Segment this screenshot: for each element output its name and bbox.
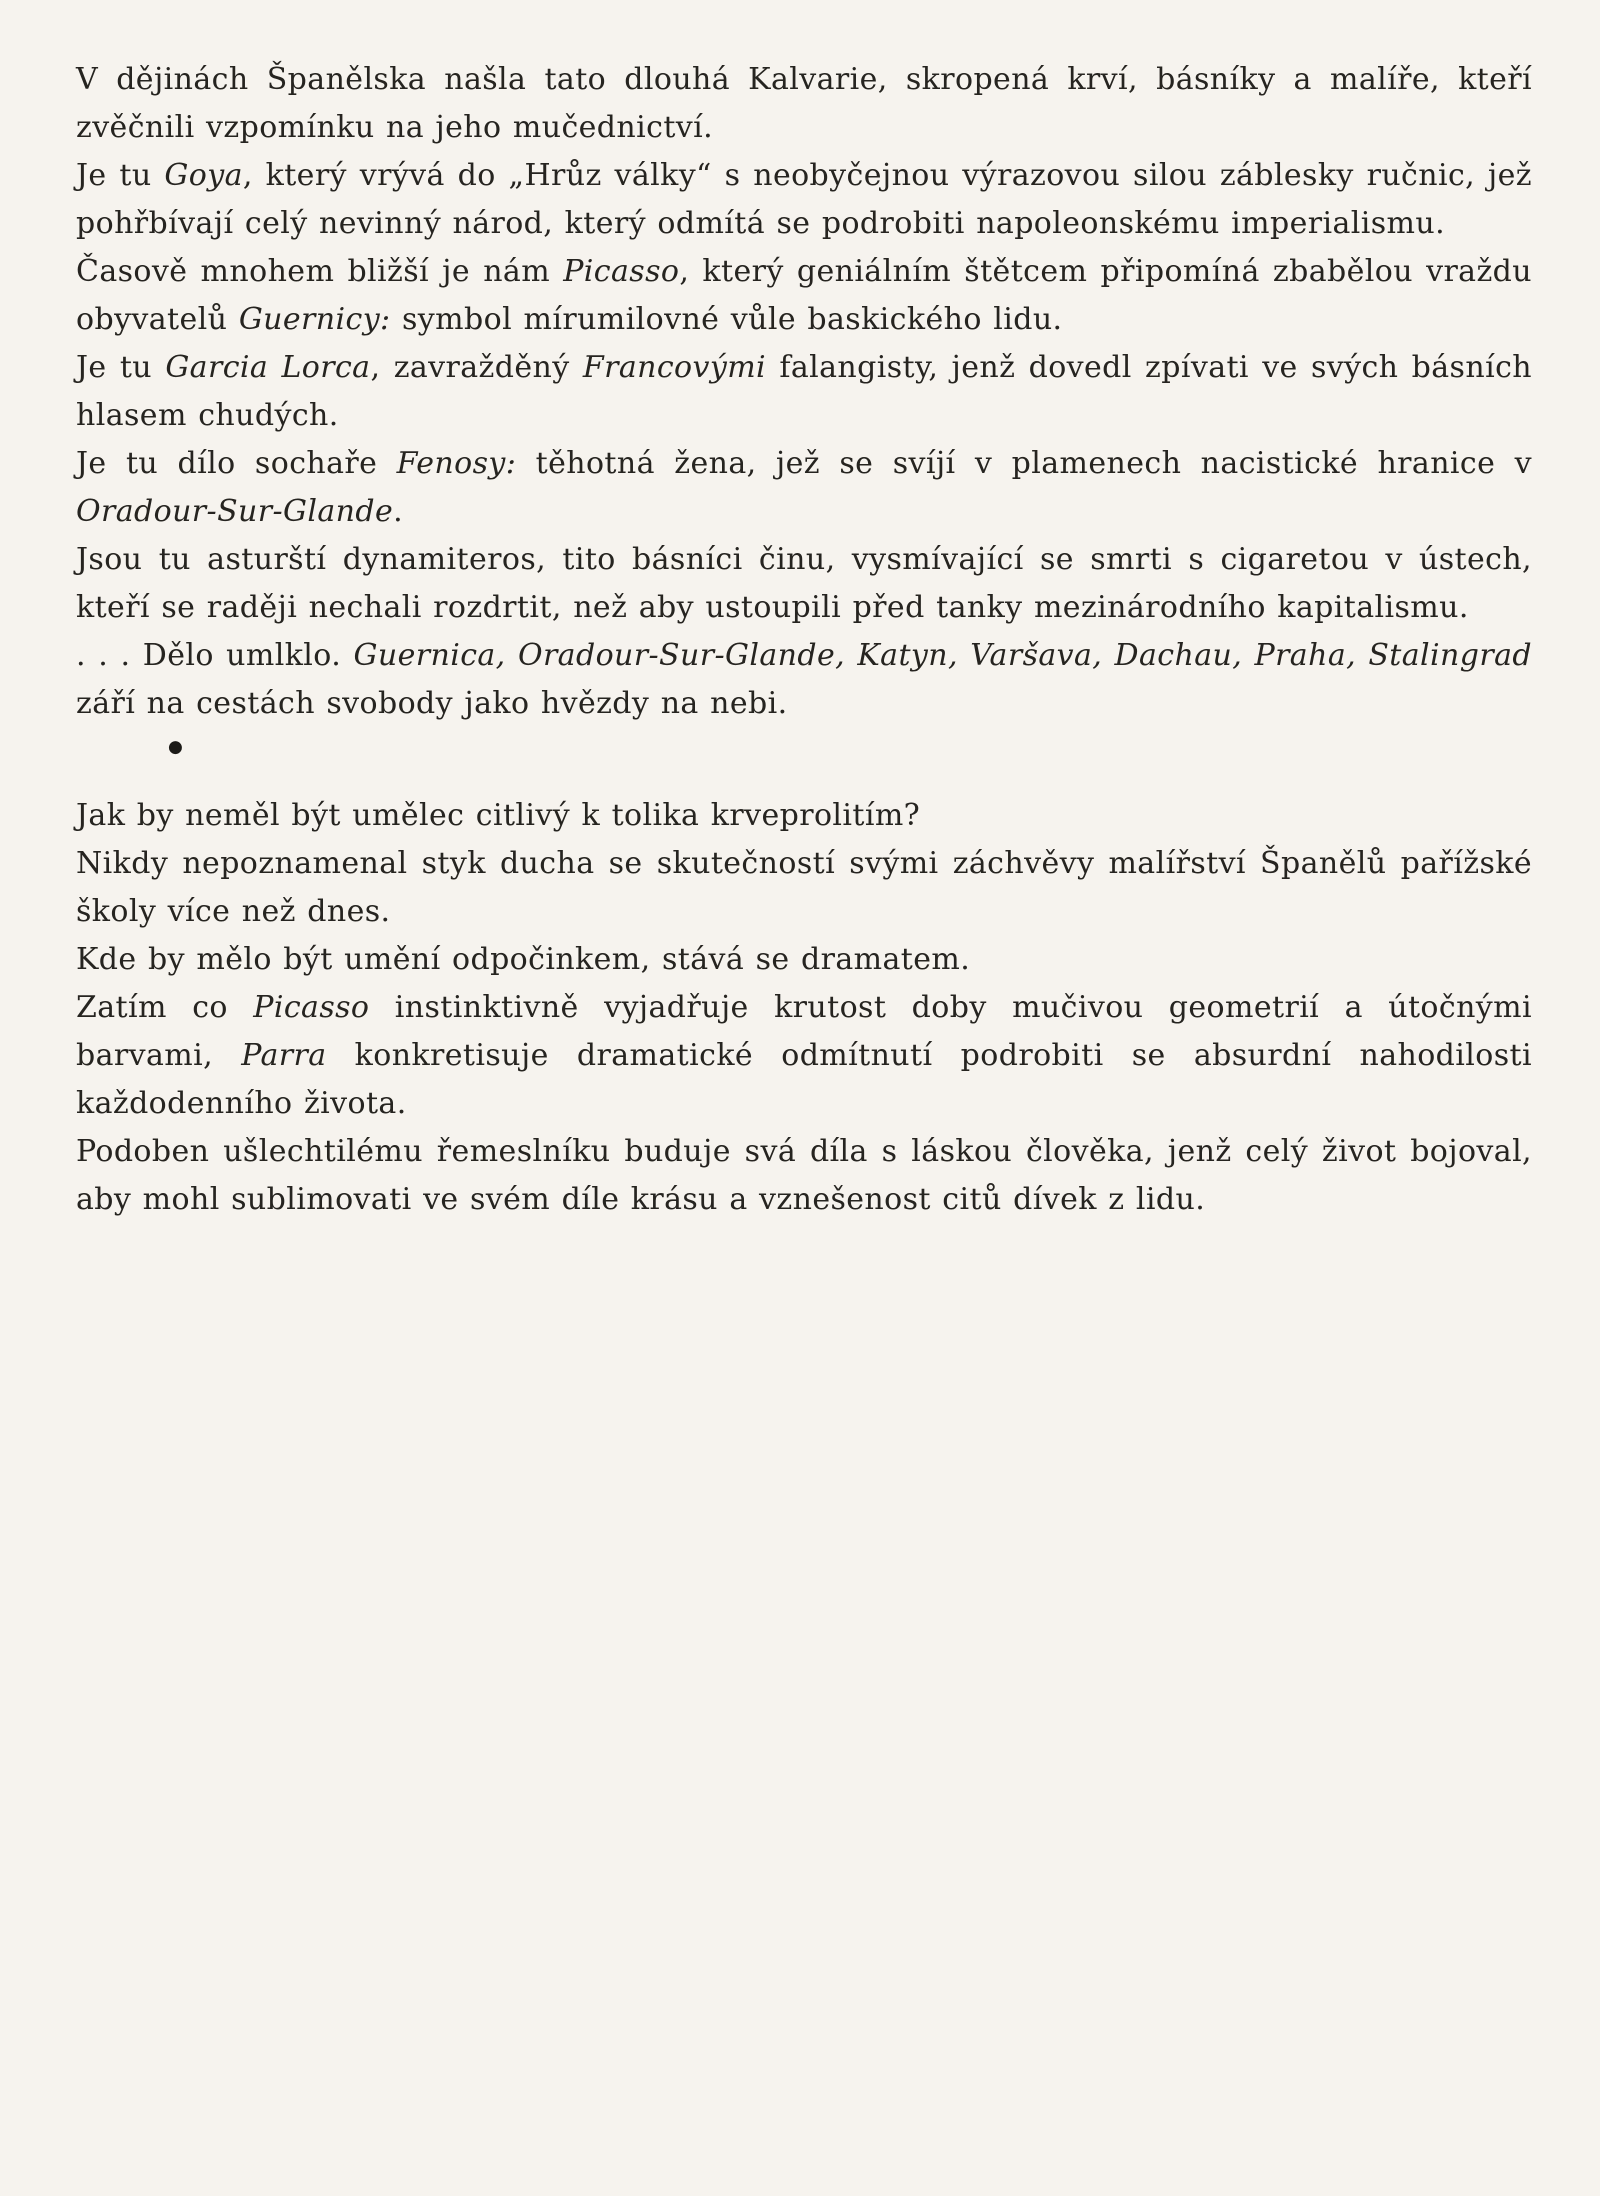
text-run: těhotná žena, jež se svíjí v plamenech nacistické hranice v [516, 446, 1532, 481]
italic-text-run: Guernicy: [238, 302, 391, 337]
text-run: Zatím co [76, 990, 254, 1025]
section-separator [168, 738, 1532, 756]
text-run: Jak by neměl být umělec citlivý k tolika krveprolitím? [76, 798, 921, 833]
italic-text-run: Oradour-Sur-Glande [76, 494, 394, 529]
paragraph [76, 56, 1532, 152]
paragraph [76, 152, 1532, 248]
italic-text-run: Picasso [253, 990, 370, 1025]
text-run: V dějinách Španělska našla tato dlouhá Kalvarie, skropená krví, básníky a malíře, kteří zvěčnili vzpomínku na jeho mučednictví. [76, 62, 1532, 145]
text-run: Je tu [76, 350, 166, 385]
text-run: Je tu [76, 158, 165, 193]
paragraph [76, 792, 1532, 840]
text-run: Časově mnohem bližší je nám [76, 254, 564, 289]
paragraph [76, 440, 1532, 536]
italic-text-run: Goya [164, 158, 243, 193]
text-run: instinktivně vyjadřuje krutost doby mučivou geometrií a útočnými barvami, [76, 990, 1532, 1073]
italic-text-run: Garcia Lorca [165, 350, 371, 385]
text-run: Jsou tu asturští dynamiteros, tito básníci činu, vysmívající se smrti s cigaretou v ústech, kteří se raději nechali rozdrtit, než aby ustoupili před tanky mezinárodního kapitalismu. [76, 542, 1532, 625]
paragraph [76, 632, 1532, 728]
paragraph [76, 344, 1532, 440]
text-run: září na cestách svobody jako hvězdy na nebi. [76, 686, 788, 721]
text-run: Podoben ušlechtilému řemeslníku buduje svá díla s láskou člověka, jenž celý život bojoval, aby mohl sublimovati ve svém díle krásu a vznešenost citů dívek z lidu. [76, 1134, 1532, 1217]
paragraph [76, 840, 1532, 936]
upper-text-section [76, 56, 1532, 728]
paragraph [76, 536, 1532, 632]
paragraph [76, 984, 1532, 1128]
italic-text-run: Fenosy: [396, 446, 517, 481]
text-run: , zavražděný [370, 350, 583, 385]
text-run: symbol mírumilovné vůle baskického lidu. [390, 302, 1063, 337]
italic-text-run: Guernica, Oradour-Sur-Glande, Katyn, Varšava, Dachau, Praha, Stalingrad [353, 638, 1532, 673]
italic-text-run: Parra [241, 1038, 327, 1073]
text-run: Nikdy nepoznamenal styk ducha se skutečností svými záchvěvy malířství Španělů pařížské školy více než dnes. [76, 846, 1532, 929]
text-run: falangisty, jenž dovedl zpívati ve svých básních hlasem chudých. [76, 350, 1532, 433]
italic-text-run: Picasso [563, 254, 680, 289]
text-run: , který vrývá do „Hrůz války“ s neobyčejnou výrazovou silou záblesky ručnic, jež pohřbívají celý nevinný národ, který odmítá se podrobiti napoleonskému imperialismu. [76, 158, 1532, 241]
section-divider-dot: ● [168, 737, 183, 757]
text-run: , který geniálním štětcem připomíná zbabělou vraždu obyvatelů [76, 254, 1533, 337]
text-run: . [393, 494, 404, 529]
paragraph [76, 936, 1532, 984]
text-run: . . . Dělo umlklo. [76, 638, 354, 673]
paragraph [76, 1128, 1532, 1224]
text-run: konkretisuje dramatické odmítnutí podrobiti se absurdní nahodilosti každodenního života. [76, 1038, 1532, 1121]
paragraph [76, 248, 1532, 344]
italic-text-run: Francovými [582, 350, 767, 385]
text-run: Kde by mělo být umění odpočinkem, stává se dramatem. [76, 942, 971, 977]
lower-text-section [76, 792, 1532, 1224]
text-run: Je tu dílo sochaře [76, 446, 397, 481]
